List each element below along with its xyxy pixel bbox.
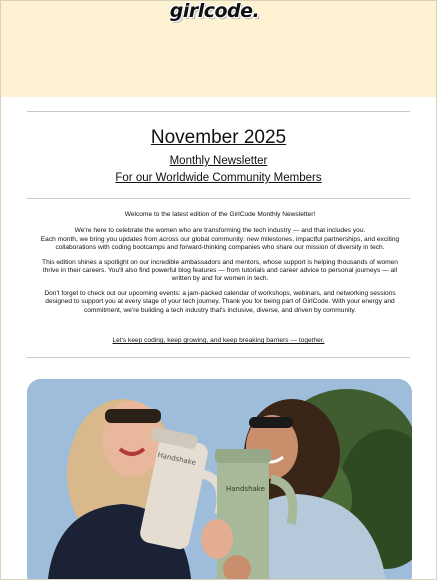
welcome-text: Welcome to the latest edition of the GirlCode Monthly Newsletter! <box>124 211 316 218</box>
newsletter-audience: For our Worldwide Community Members <box>115 172 322 184</box>
newsletter-subtitle: Monthly Newsletter <box>169 155 268 167</box>
newsletter-title: November 2025 <box>150 127 287 148</box>
newsletter-body <box>35 211 405 321</box>
divider-mid <box>27 198 410 199</box>
hero-photo <box>27 379 412 580</box>
hero-photo-illustration <box>27 379 412 580</box>
events-paragraph: Don't forget to check out our upcoming events: a jam-packed calendar of workshops, webinars, and networking sessions designed to support you at every stage of your tech journey. Thank you for being part of GirlCode. With your energy and commitment, we're building a tech industry that's inclusive, diverse, and driven by community. <box>44 289 396 314</box>
intro-line-1: We're here to celebrate the women who are transforming the tech industry — and that includes you. <box>74 227 366 235</box>
tumbler-left-label: Handshake <box>156 451 197 467</box>
tumbler-right-label: Handshake <box>226 485 265 493</box>
girlcode-logo[interactable]: girlcode. <box>169 0 260 22</box>
newsletter-header <box>1 1 436 97</box>
divider-top <box>27 111 410 112</box>
spotlight-paragraph: This edition shines a spotlight on our incredible ambassadors and mentors, whose support is helping thousands of women thrive in their careers. You'll also find powerful blog features — from tutorials and career advice to personal journeys — all written by and for women in tech. <box>42 258 398 283</box>
divider-bottom <box>27 357 410 358</box>
intro-line-2: Each month, we bring you updates from across our global community: new milestones, impactful partnerships, and exciting collaborations with coding bootcamps and forward-thinking companies who share our mission of diversity in tech. <box>40 235 400 252</box>
closing-link[interactable]: Let's keep coding, keep growing, and keep breaking barriers — together. <box>112 337 325 344</box>
intro-paragraph <box>35 227 405 252</box>
